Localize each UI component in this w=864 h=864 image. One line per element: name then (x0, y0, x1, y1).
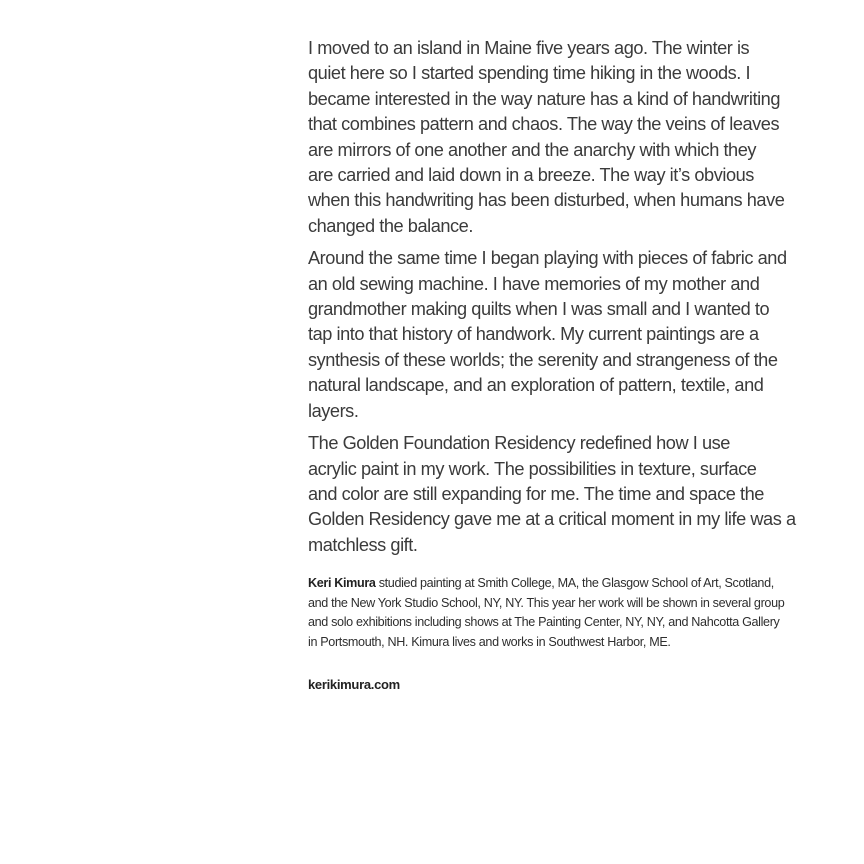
bio-text: studied painting at Smith College, MA, the Glasgow School of Art, Scotland, (375, 576, 774, 590)
statement-line: became interested in the way nature has a kind of handwriting (308, 88, 780, 109)
statement-paragraph (308, 431, 838, 558)
artist-statement (308, 36, 838, 565)
artist-name: Keri Kimura (308, 576, 376, 590)
statement-line: acrylic paint in my work. The possibilities in texture, surface (308, 458, 757, 479)
statement-line: I moved to an island in Maine five years ago. The winter is (308, 38, 750, 58)
statement-line: that combines pattern and chaos. The way the veins of leaves (308, 114, 780, 135)
statement-line: an old sewing machine. I have memories of my mother and (308, 273, 760, 294)
statement-paragraph (308, 246, 838, 424)
website-link[interactable]: kerikimura.com (308, 677, 400, 692)
statement-line: quiet here so I started spending time hiking in the woods. I (308, 63, 751, 84)
artist-bio (308, 574, 838, 652)
statement-line: layers. (308, 400, 359, 421)
statement-line: synthesis of these worlds; the serenity and strangeness of the (308, 349, 778, 370)
statement-line: are mirrors of one another and the anarchy with which they (308, 139, 757, 160)
statement-paragraph (308, 36, 838, 239)
statement-line: The Golden Foundation Residency redefined how I use (308, 433, 730, 454)
bio-line (308, 574, 838, 594)
statement-line: grandmother making quilts when I was small and I wanted to (308, 299, 770, 320)
bio-line: and the New York Studio School, NY, NY. This year her work will be shown in several group (308, 595, 785, 610)
statement-line: natural landscape, and an exploration of pattern, textile, and (308, 375, 764, 396)
statement-line: changed the balance. (308, 215, 473, 236)
statement-line: Around the same time I began playing with pieces of fabric and (308, 248, 787, 269)
statement-line: matchless gift. (308, 534, 418, 555)
bio-line: and solo exhibitions including shows at The Painting Center, NY, NY, and Nahcotta Gallery (308, 615, 780, 630)
statement-line: tap into that history of handwork. My current paintings are a (308, 324, 759, 345)
statement-line: and color are still expanding for me. The time and space the (308, 483, 764, 504)
statement-line: when this handwriting has been disturbed, when humans have (308, 190, 785, 211)
bio-line: in Portsmouth, NH. Kimura lives and works in Southwest Harbor, ME. (308, 634, 671, 649)
statement-line: are carried and laid down in a breeze. The way it’s obvious (308, 165, 754, 186)
statement-line: Golden Residency gave me at a critical moment in my life was a (308, 509, 796, 530)
